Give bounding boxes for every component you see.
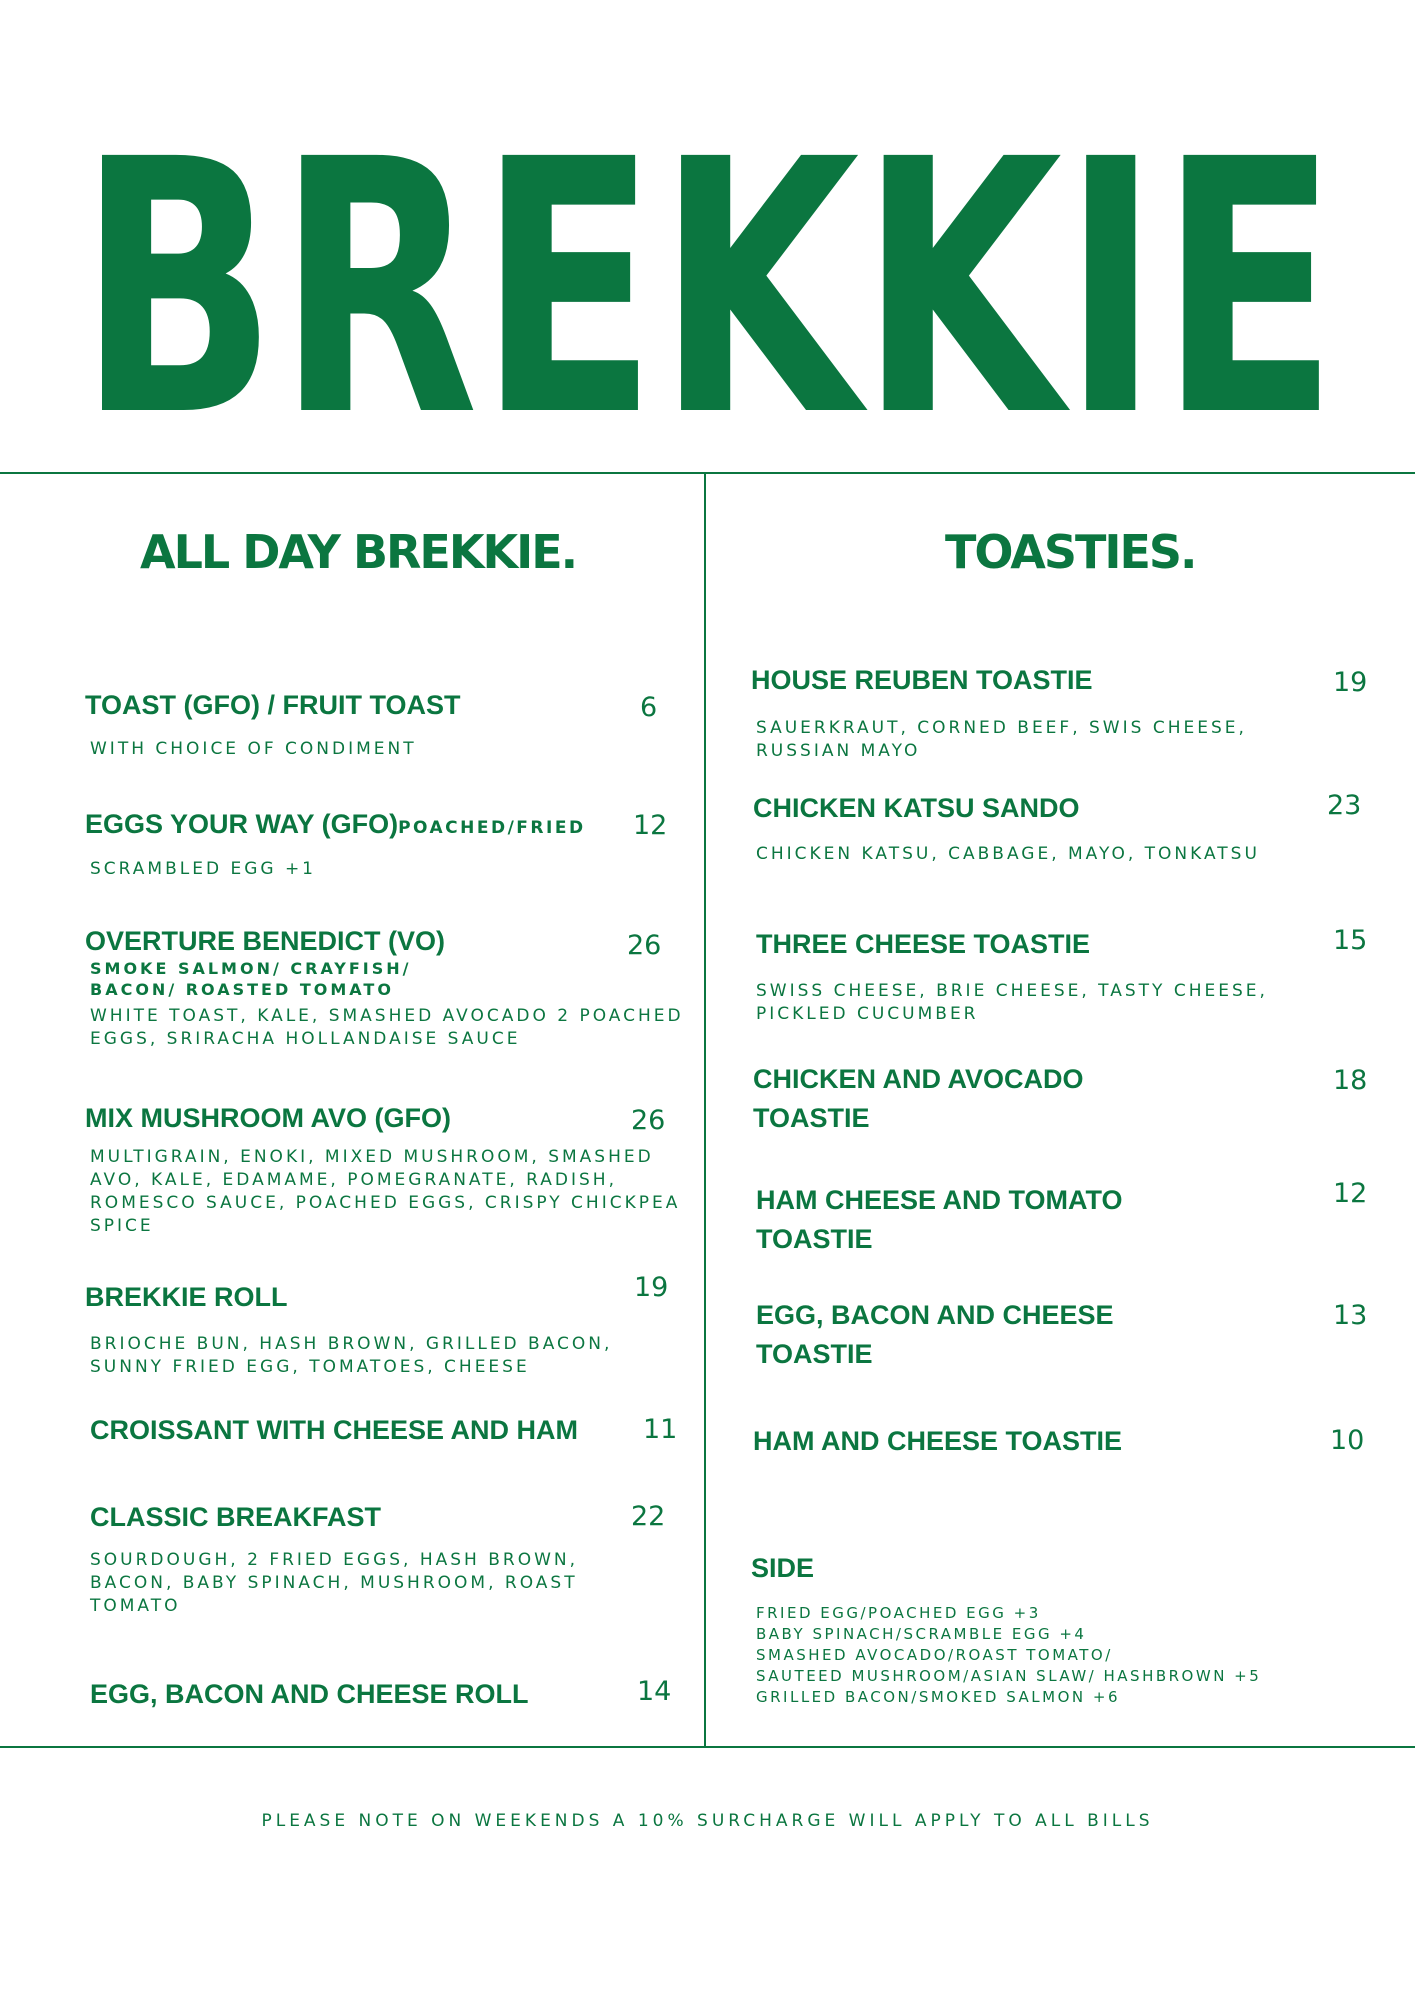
item-options: SMOKE SALMON/ CRAYFISH/ BACON/ ROASTED TOMATO — [90, 959, 412, 999]
item-price: 18 — [1333, 1065, 1368, 1096]
item-name: MIX MUSHROOM AVO (GFO) — [85, 1103, 451, 1133]
bottom-divider — [0, 1746, 1415, 1748]
item-price: 11 — [643, 1414, 678, 1445]
item-name: HAM CHEESE AND TOMATO TOASTIE — [756, 1185, 1123, 1254]
side-line: FRIED EGG/POACHED EGG +3 — [756, 1604, 1041, 1622]
item-price: 26 — [631, 1105, 666, 1136]
item-name: TOAST (GFO) / FRUIT TOAST — [85, 690, 461, 720]
item-price: 13 — [1333, 1300, 1368, 1331]
item-price: 6 — [640, 692, 658, 723]
item-name-extra: POACHED/FRIED — [398, 818, 586, 838]
item-desc: MULTIGRAIN, ENOKI, MIXED MUSHROOM, SMASHED AVO, KALE, EDAMAME, POMEGRANATE, RADISH, ROMESCO SAUCE, POACHED EGGS, CRISPY CHICKPEA SPICE — [90, 1147, 681, 1236]
item-price: 26 — [627, 930, 662, 961]
item-desc: WHITE TOAST, KALE, SMASHED AVOCADO 2 POACHED EGGS, SRIRACHA HOLLANDAISE SAUCE — [90, 1006, 684, 1049]
item-desc: SOURDOUGH, 2 FRIED EGGS, HASH BROWN, BACON, BABY SPINACH, MUSHROOM, ROAST TOMATO — [90, 1550, 579, 1616]
item-desc: WITH CHOICE OF CONDIMENT — [90, 739, 417, 759]
item-price: 10 — [1330, 1425, 1365, 1456]
item-desc: BRIOCHE BUN, HASH BROWN, GRILLED BACON, SUNNY FRIED EGG, TOMATOES, CHEESE — [90, 1334, 613, 1377]
top-divider — [0, 472, 1415, 474]
item-price: 23 — [1327, 790, 1362, 821]
menu-title — [78, 85, 1338, 415]
item-price: 15 — [1333, 925, 1368, 956]
item-name: EGGS YOUR WAY (GFO)POACHED/FRIED — [85, 809, 586, 839]
item-name: BREKKIE ROLL — [85, 1282, 288, 1312]
item-name: CROISSANT WITH CHEESE AND HAM — [90, 1415, 579, 1445]
item-price: 19 — [1333, 667, 1368, 698]
item-name: CLASSIC BREAKFAST — [90, 1502, 382, 1532]
item-name: HAM AND CHEESE TOASTIE — [753, 1426, 1123, 1456]
item-name: CHICKEN KATSU SANDO — [753, 793, 1080, 823]
item-price: 22 — [631, 1501, 666, 1532]
menu-title-text: BREKKIE — [78, 85, 1338, 415]
item-name: HOUSE REUBEN TOASTIE — [751, 665, 1093, 695]
item-name: CHICKEN AND AVOCADO TOASTIE — [753, 1064, 1084, 1133]
column-divider — [704, 472, 706, 1748]
item-desc: CHICKEN KATSU, CABBAGE, MAYO, TONKATSU — [756, 844, 1260, 864]
item-name: EGG, BACON AND CHEESE TOASTIE — [756, 1300, 1114, 1369]
side-line: SAUTEED MUSHROOM/ASIAN SLAW/ HASHBROWN +5 — [756, 1667, 1262, 1685]
section-heading-brekkie: ALL DAY BREKKIE. — [140, 525, 577, 579]
side-list — [756, 1603, 1376, 1708]
item-price: 14 — [637, 1676, 672, 1707]
item-price: 12 — [633, 810, 668, 841]
side-line: GRILLED BACON/SMOKED SALMON +6 — [756, 1688, 1120, 1706]
item-name: THREE CHEESE TOASTIE — [756, 929, 1091, 959]
item-desc: SAUERKRAUT, CORNED BEEF, SWIS CHEESE, RUSSIAN MAYO — [756, 718, 1247, 761]
side-heading: SIDE — [751, 1553, 815, 1583]
item-price: 12 — [1333, 1178, 1368, 1209]
item-desc: SCRAMBLED EGG +1 — [90, 859, 317, 879]
side-line: SMASHED AVOCADO/ROAST TOMATO/ — [756, 1646, 1113, 1664]
item-price: 19 — [634, 1272, 669, 1303]
section-heading-toasties: TOASTIES. — [945, 525, 1196, 579]
item-desc: SWISS CHEESE, BRIE CHEESE, TASTY CHEESE, PICKLED CUCUMBER — [756, 981, 1268, 1024]
side-line: BABY SPINACH/SCRAMBLE EGG +4 — [756, 1625, 1087, 1643]
item-name: EGG, BACON AND CHEESE ROLL — [90, 1679, 529, 1709]
item-name: OVERTURE BENEDICT (VO) — [85, 926, 446, 956]
surcharge-note: PLEASE NOTE ON WEEKENDS A 10% SURCHARGE WILL APPLY TO ALL BILLS — [261, 1811, 1154, 1831]
